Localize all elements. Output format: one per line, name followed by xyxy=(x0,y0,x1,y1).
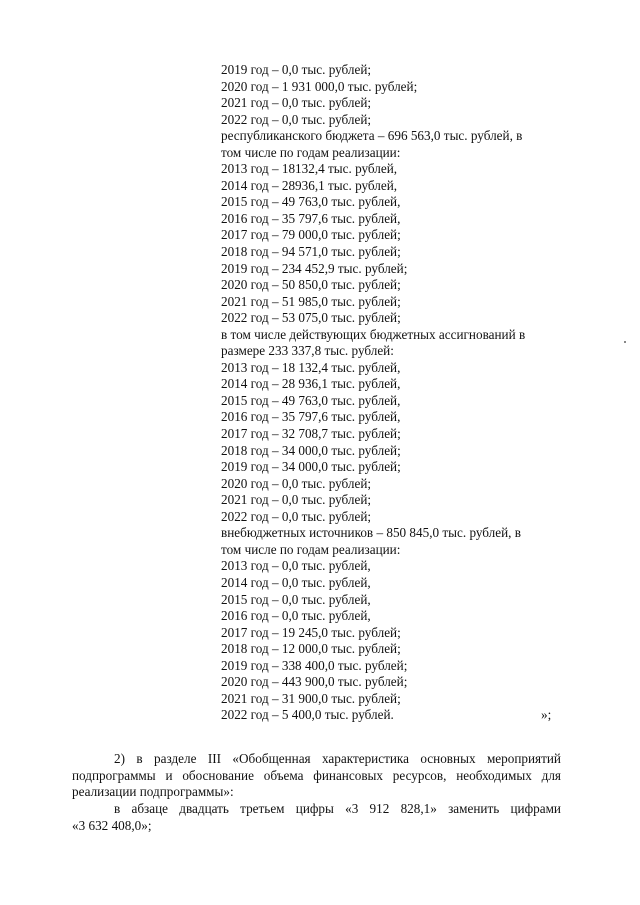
funding-line: 2015 год – 0,0 тыс. рублей, xyxy=(221,591,371,607)
funding-breakdown-list xyxy=(221,62,561,724)
funding-line: 2018 год – 12 000,0 тыс. рублей; xyxy=(221,641,401,657)
funding-line: 2013 год – 0,0 тыс. рублей, xyxy=(221,558,371,574)
funding-line: в том числе действующих бюджетных ассигнований в xyxy=(221,326,526,342)
funding-line: 2022 год – 0,0 тыс. рублей; xyxy=(221,111,372,127)
funding-line: 2013 год – 18 132,4 тыс. рублей, xyxy=(221,359,401,375)
funding-line-text: 2022 год – 5 400,0 тыс. рублей. xyxy=(221,707,394,723)
funding-line: 2018 год – 94 571,0 тыс. рублей; xyxy=(221,244,401,260)
funding-line: том числе по годам реализации: xyxy=(221,144,401,160)
funding-line: 2020 год – 0,0 тыс. рублей; xyxy=(221,475,372,491)
margin-mark xyxy=(624,341,626,343)
funding-line: 2022 год – 53 075,0 тыс. рублей; xyxy=(221,310,401,326)
funding-line: 2021 год – 51 985,0 тыс. рублей; xyxy=(221,293,401,309)
funding-line: 2017 год – 32 708,7 тыс. рублей; xyxy=(221,426,401,442)
funding-line: 2014 год – 28 936,1 тыс. рублей, xyxy=(221,376,401,392)
funding-line: 2013 год – 18132,4 тыс. рублей, xyxy=(221,161,398,177)
funding-line: 2019 год – 234 452,9 тыс. рублей; xyxy=(221,260,408,276)
item-3-paragraph xyxy=(72,801,561,834)
funding-line: 2015 год – 49 763,0 тыс. рублей, xyxy=(221,392,401,408)
funding-line-2022-final xyxy=(221,707,561,724)
funding-line: 2020 год – 443 900,0 тыс. рублей; xyxy=(221,674,408,690)
funding-line: 2016 год – 35 797,6 тыс. рублей, xyxy=(221,409,401,425)
item-3-line-1: в абзаце двадцать третьем цифры «3 912 828,1» заменить цифрами xyxy=(114,801,561,816)
item-2-line-1: 2) в разделе III «Обобщенная характеристика основных мероприятий xyxy=(114,751,561,766)
funding-line: 2021 год – 0,0 тыс. рублей; xyxy=(221,492,372,508)
funding-line: 2020 год – 50 850,0 тыс. рублей; xyxy=(221,277,401,293)
funding-line: 2016 год – 35 797,6 тыс. рублей, xyxy=(221,210,401,226)
funding-line: 2020 год – 1 931 000,0 тыс. рублей; xyxy=(221,78,418,94)
funding-line: 2015 год – 49 763,0 тыс. рублей, xyxy=(221,194,401,210)
funding-line: 2019 год – 338 400,0 тыс. рублей; xyxy=(221,657,408,673)
funding-line: 2021 год – 31 900,0 тыс. рублей; xyxy=(221,690,401,706)
funding-line: 2019 год – 34 000,0 тыс. рублей; xyxy=(221,459,401,475)
funding-line: 2014 год – 0,0 тыс. рублей, xyxy=(221,574,371,590)
closing-quote: »; xyxy=(541,707,552,723)
funding-line: 2016 год – 0,0 тыс. рублей, xyxy=(221,608,371,624)
item-2-line-3: реализации подпрограммы»: xyxy=(72,784,234,800)
funding-line: республиканского бюджета – 696 563,0 тыс. рублей, в xyxy=(221,128,523,144)
item-3-line-2: «3 632 408,0»; xyxy=(72,817,152,833)
funding-line: 2022 год – 0,0 тыс. рублей; xyxy=(221,508,372,524)
funding-line: 2017 год – 19 245,0 тыс. рублей; xyxy=(221,624,401,640)
funding-line: 2021 год – 0,0 тыс. рублей; xyxy=(221,95,372,111)
funding-line: внебюджетных источников – 850 845,0 тыс. рублей, в xyxy=(221,525,521,541)
funding-line: размере 233 337,8 тыс. рублей: xyxy=(221,343,394,359)
funding-line: 2017 год – 79 000,0 тыс. рублей; xyxy=(221,227,401,243)
item-2-line-2: подпрограммы и обоснование объема финансовых ресурсов, необходимых для xyxy=(72,767,561,783)
funding-line: 2014 год – 28936,1 тыс. рублей, xyxy=(221,177,398,193)
funding-line: 2018 год – 34 000,0 тыс. рублей; xyxy=(221,442,401,458)
funding-line: 2019 год – 0,0 тыс. рублей; xyxy=(221,62,372,77)
item-2-paragraph xyxy=(72,751,561,801)
funding-line: том числе по годам реализации: xyxy=(221,541,401,557)
